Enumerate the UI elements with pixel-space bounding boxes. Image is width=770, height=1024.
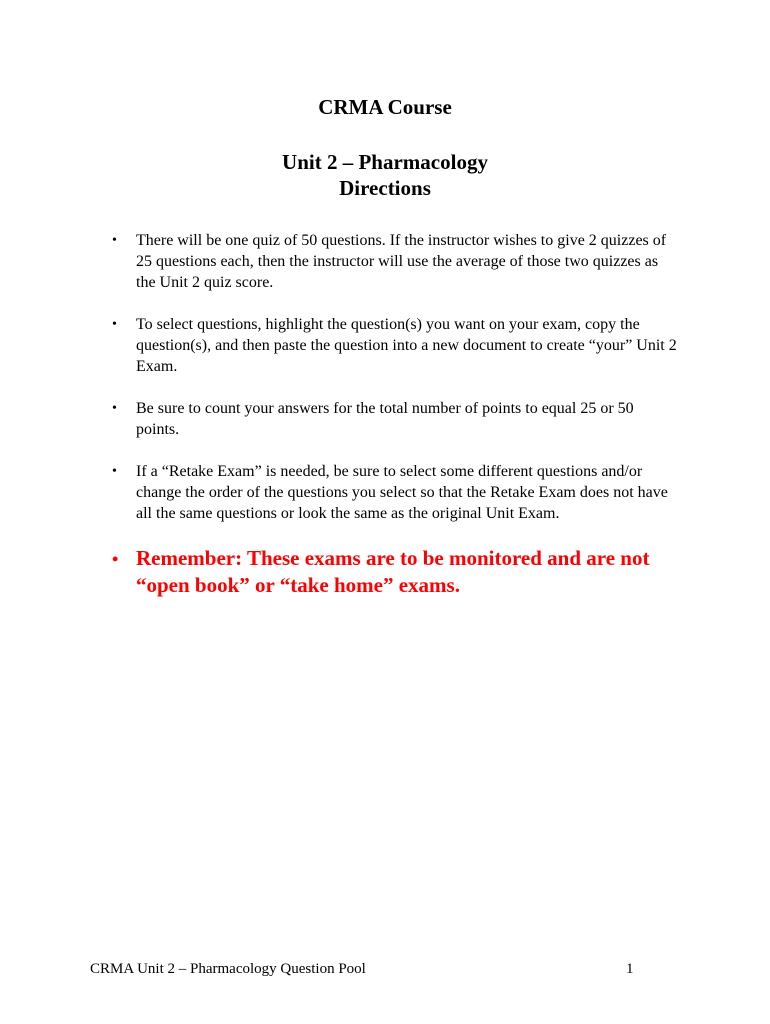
course-title: CRMA Course	[318, 95, 452, 119]
footer-page-number: 1	[626, 961, 634, 977]
direction-text: There will be one quiz of 50 questions. If the instructor wishes to give 2 quizzes of 25 questions each, then the instructor will use the average of those two quizzes as the Unit 2 quiz score.	[136, 232, 667, 291]
directions-list	[110, 230, 680, 620]
direction-item	[110, 461, 680, 524]
direction-item	[110, 230, 680, 293]
direction-text: Be sure to count your answers for the total number of points to equal 25 or 50 points.	[136, 400, 634, 438]
direction-text: If a “Retake Exam” is needed, be sure to select some different questions and/or change the order of the questions you select so that the Retake Exam does not have all the same questions or look the same as the original Unit Exam.	[136, 463, 668, 522]
reminder-item	[110, 545, 680, 599]
bullet-icon: •	[112, 549, 119, 569]
reminder-text: Remember: These exams are to be monitored and are not “open book” or “take home” exams.	[136, 546, 650, 597]
bullet-icon: •	[112, 317, 117, 332]
bullet-icon: •	[112, 233, 117, 248]
direction-text: To select questions, highlight the question(s) you want on your exam, copy the question(s), and then paste the question into a new document to create “your” Unit 2 Exam.	[136, 316, 677, 375]
unit-title: Unit 2 – Pharmacology	[282, 150, 488, 174]
footer-document-name: CRMA Unit 2 – Pharmacology Question Pool	[90, 961, 366, 977]
bullet-icon: •	[112, 464, 117, 479]
bullet-icon: •	[112, 401, 117, 416]
section-title: Directions	[339, 176, 431, 200]
direction-item	[110, 398, 680, 440]
direction-item	[110, 314, 680, 377]
